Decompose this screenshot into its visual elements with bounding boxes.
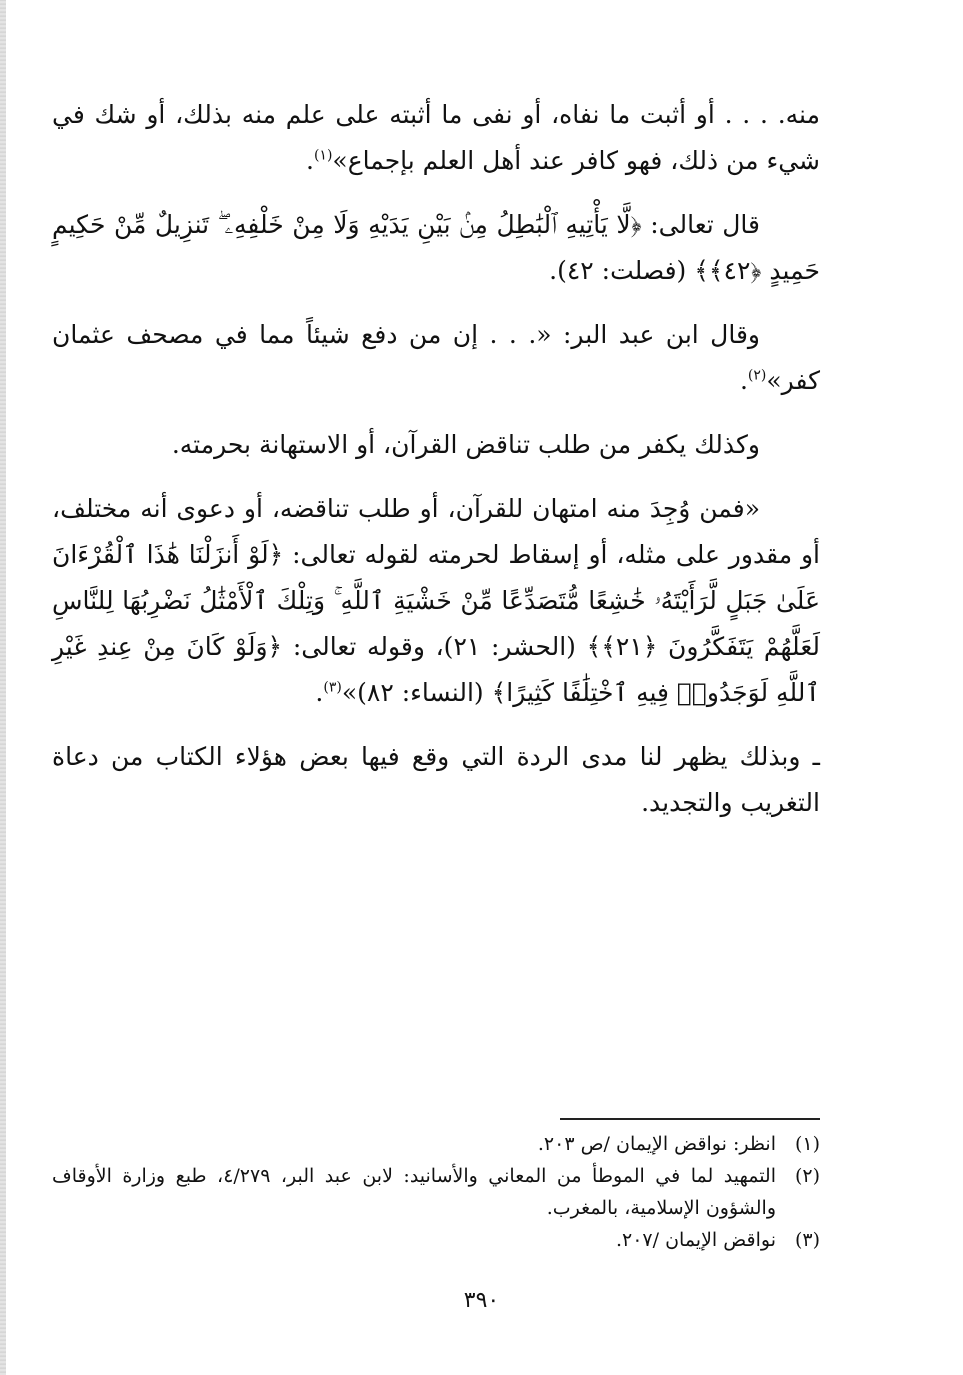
paragraph-2: قال تعالى: ﴿لَّا يَأْتِيهِ ٱلْبَٰطِلُ مِنۢ بَيْنِ يَدَيْهِ وَلَا مِنْ خَلْفِهِۦ ۖ تَنزِيلٌ مِّنْ حَكِيمٍ حَمِيدٍ ﴿٤٢﴾﴾ (فصلت: ٤٢). bbox=[52, 210, 820, 285]
paragraph-1: منه. . . . أو أثبت ما نفاه، أو نفى ما أثبته على علم منه بذلك، أو شك في شيء من ذلك، فهو كافر عند أهل العلم بإجماع»$^{(١)}$. bbox=[52, 100, 820, 175]
footnote-ref-1: (١) bbox=[313, 147, 333, 164]
footnote-text: التمهيد لما في الموطأ من المعاني والأسانيد: لابن عبد البر، ٤/٢٧٩، طبع وزارة الأوقاف والشؤون الإسلامية، بالمغرب. bbox=[52, 1165, 777, 1219]
paragraph-3: وقال ابن عبد البر: «. . . إن من دفع شيئاً مما في مصحف عثمان كفر»$^{(٢)}$. bbox=[52, 320, 820, 395]
footnote-number: (١) bbox=[794, 1133, 820, 1155]
footnotes bbox=[52, 1128, 820, 1256]
scan-edge bbox=[0, 0, 6, 1375]
footnote-number: (٢) bbox=[794, 1165, 820, 1187]
footnote-1 bbox=[52, 1128, 820, 1160]
paragraph-6: ـ وبذلك يظهر لنا مدى الردة التي وقع فيها بعض هؤلاء الكتاب من دعاة التغريب والتجديد. bbox=[52, 742, 820, 817]
footnote-separator bbox=[560, 1118, 820, 1120]
paragraph-4: وكذلك يكفر من طلب تناقض القرآن، أو الاستهانة بحرمته. bbox=[171, 430, 760, 459]
footnote-text: انظر: نواقض الإيمان /ص ٢٠٣. bbox=[537, 1133, 776, 1155]
paragraph-5: «فمن وُجِدَ منه امتهان للقرآن، أو طلب تناقضه، أو دعوى أنه مختلف، أو مقدور على مثله، أو إسقاط لحرمته لقوله تعالى: ﴿لَوْ أَنزَلْنَا هَٰذَا ٱلْقُرْءَانَ عَلَىٰ جَبَلٍ لَّرَأَيْتَهُۥ خَٰشِعًا مُّتَصَدِّعًا مِّنْ خَشْيَةِ ٱللَّهِ ۚ وَتِلْكَ ٱلْأَمْثَٰلُ نَضْرِبُهَا لِلنَّاسِ لَعَلَّهُمْ يَتَفَكَّرُونَ ﴿٢١﴾﴾ (الحشر: ٢١)، وقوله تعالى: ﴿وَلَوْ كَانَ مِنْ عِندِ غَيْرِ ٱللَّهِ لَوَجَدُوا۟ فِيهِ ٱخْتِلَٰفًا كَثِيرًا﴾ (النساء: ٨٢)»$^{(٣)}$. bbox=[52, 494, 821, 707]
footnote-number: (٣) bbox=[794, 1229, 820, 1251]
footnote-3 bbox=[52, 1224, 820, 1256]
footnote-text: نواقض الإيمان /٢٠٧. bbox=[615, 1229, 776, 1251]
page-number: ٣٩٠ bbox=[463, 1288, 500, 1313]
footnote-ref-3: (٣) bbox=[323, 679, 342, 696]
footnote-ref-2: (٢) bbox=[747, 367, 767, 384]
footnote-2 bbox=[52, 1160, 820, 1224]
page-body bbox=[52, 92, 820, 844]
